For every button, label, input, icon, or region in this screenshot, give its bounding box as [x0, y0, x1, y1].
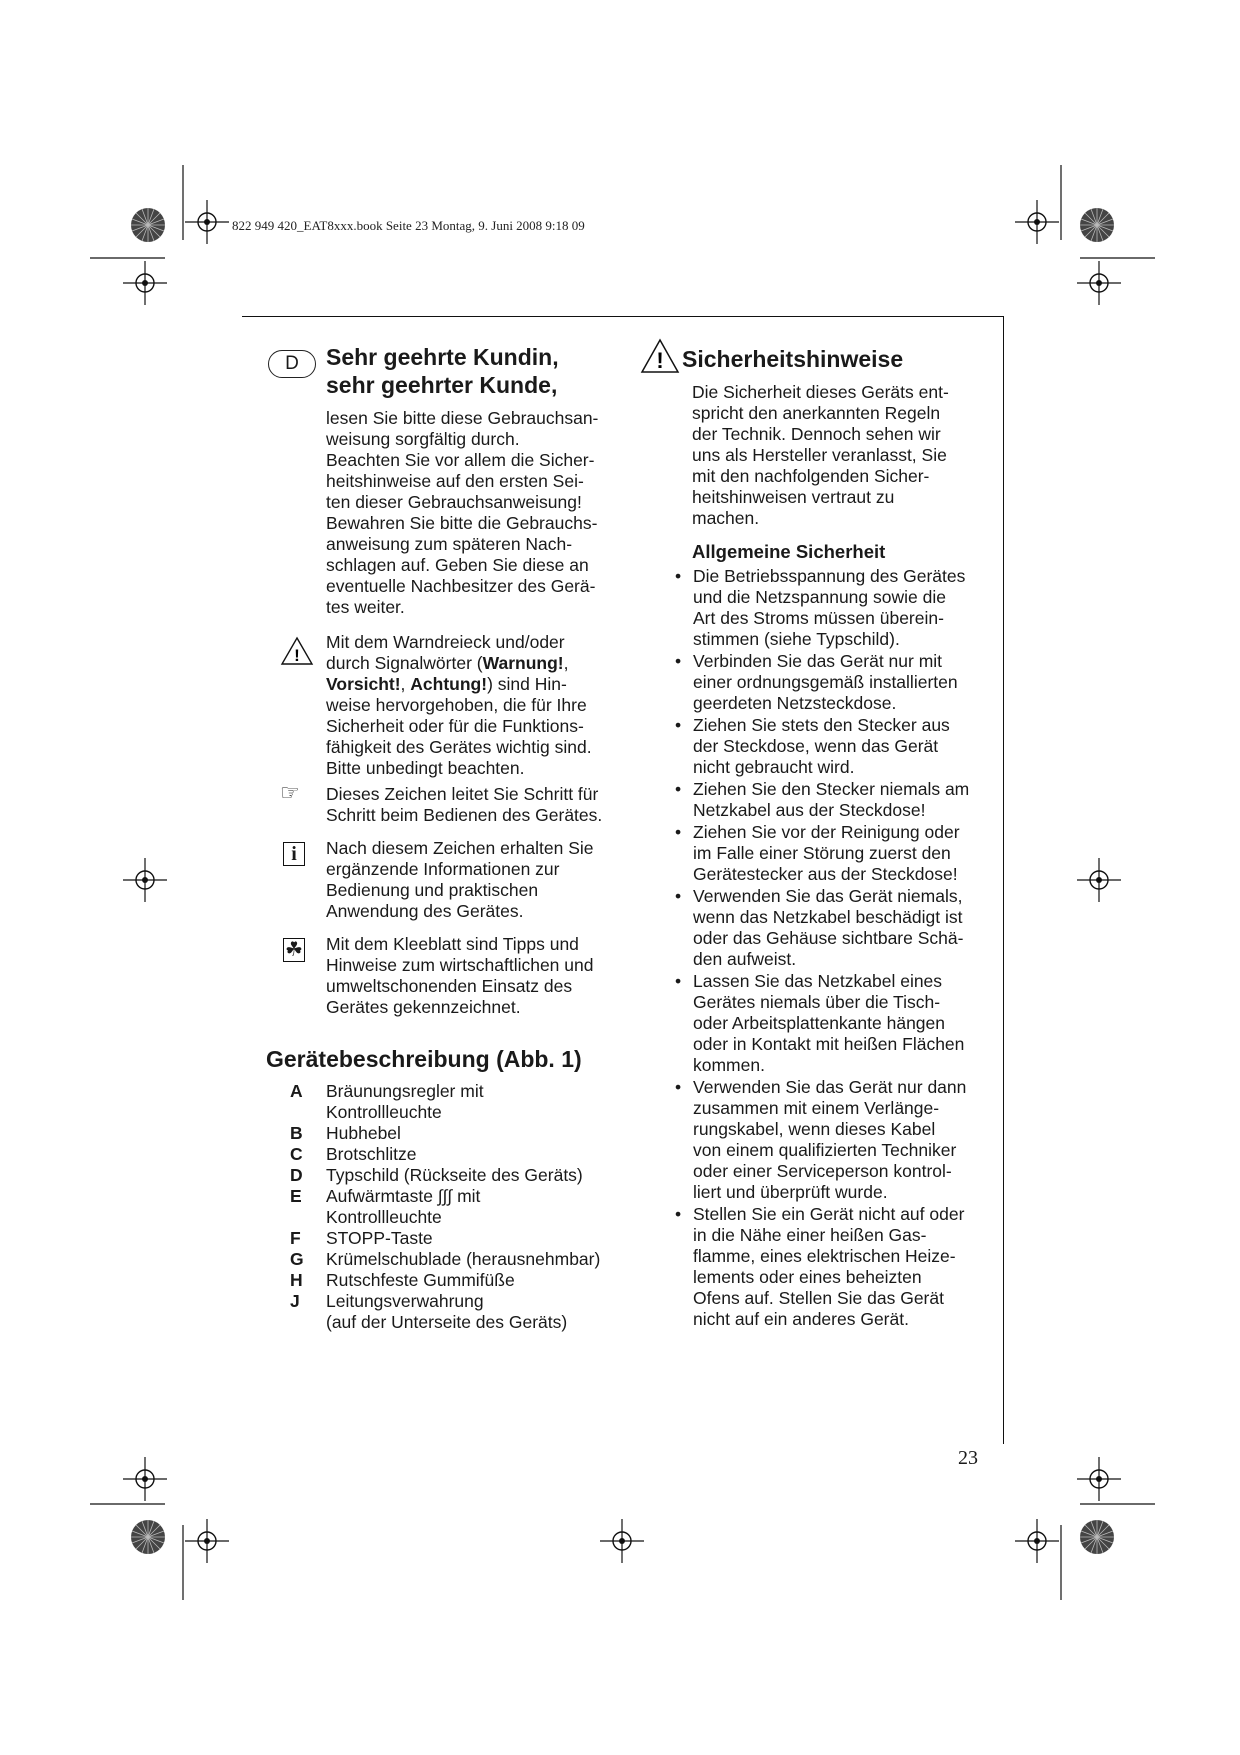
legend-key: H: [290, 1270, 303, 1290]
warning-note-sep2: ,: [400, 674, 411, 694]
list-item: [675, 971, 995, 1076]
language-badge: D: [268, 350, 316, 378]
clover-icon: ☘: [283, 938, 305, 962]
registration-mark: [185, 1519, 229, 1563]
greeting-title-line2: sehr geehrter Kunde,: [326, 372, 558, 398]
legend-item: [290, 1144, 640, 1165]
bullet-text: Ziehen Sie den Stecker niemals am Netzkabel aus der Steckdose!: [693, 779, 970, 820]
page-frame-top: [242, 316, 1004, 317]
legend-label: Krümelschublade (herausnehmbar): [326, 1249, 601, 1269]
bullet-text: Verwenden Sie das Gerät nur dann zusammen mit einem Verlänge- rungskabel, wenn dieses Kabel von einem qualifizierten Techniker oder einer Serviceperson kontrol- liert und überprüft wurde.: [693, 1077, 967, 1202]
parts-legend: [290, 1081, 640, 1333]
step-note-text: Dieses Zeichen leitet Sie Schritt für Schritt beim Bedienen des Gerätes.: [326, 784, 603, 825]
legend-item: [290, 1249, 640, 1270]
bullet-text: Die Betriebsspannung des Gerätes und die Netzspannung sowie die Art des Stroms müssen überein- stimmen (siehe Typschild).: [693, 566, 966, 649]
bullet-text: Verwenden Sie das Gerät niemals, wenn das Netzkabel beschädigt ist oder das Gehäuse sichtbare Schä- den aufweist.: [693, 886, 964, 969]
star-target-mark: [131, 1520, 165, 1554]
registration-mark: [123, 261, 167, 305]
safety-body: [692, 382, 992, 564]
registration-mark: [1015, 1519, 1059, 1563]
registration-mark: [1077, 261, 1121, 305]
legend-label: STOPP-Taste: [326, 1228, 433, 1248]
description-section: [266, 1045, 646, 1073]
bullet-text: Ziehen Sie vor der Reinigung oder im Falle einer Störung zuerst den Gerätestecker aus der Steckdose!: [693, 822, 960, 884]
list-item: [675, 822, 995, 885]
legend-item: [290, 1228, 640, 1249]
bullet-text: Ziehen Sie stets den Stecker aus der Steckdose, wenn das Gerät nicht gebraucht wird.: [693, 715, 950, 777]
legend-key: B: [290, 1123, 303, 1143]
signal-word-warnung: Warnung!: [482, 653, 564, 673]
warning-note-pre: Mit dem Warndreieck und/oder durch Signalwörter (: [326, 632, 565, 673]
file-header: 822 949 420_EAT8xxx.book Seite 23 Montag, 9. Juni 2008 9:18 09: [232, 218, 585, 233]
bullet-icon: •: [675, 651, 682, 671]
legend-key: G: [290, 1249, 304, 1269]
bullet-icon: •: [675, 715, 682, 735]
safety-section: [682, 345, 982, 373]
safety-warning-icon: [640, 338, 680, 379]
warning-note: [326, 632, 626, 779]
info-icon: i: [283, 842, 305, 866]
list-item: [675, 651, 995, 714]
registration-mark: [1015, 200, 1059, 244]
legend-key: J: [290, 1291, 300, 1311]
description-title: Gerätebeschreibung (Abb. 1): [266, 1046, 582, 1072]
bullet-icon: •: [675, 779, 682, 799]
legend-label: Rutschfeste Gummifüße: [326, 1270, 515, 1290]
legend-item: [290, 1123, 640, 1144]
pointing-hand-icon: ☞: [280, 780, 300, 805]
list-item: [675, 886, 995, 970]
legend-label: Aufwärmtaste ∫∫∫ mit Kontrollleuchte: [326, 1186, 481, 1227]
list-item: [675, 1204, 995, 1330]
legend-item: [290, 1291, 640, 1333]
intro-text-2: Beachten Sie vor allem die Sicher- heitshinweise auf den ersten Sei- ten dieser Gebrauchsanweisung! Bewahren Sie bitte die Gebrauchs- anweisung zum späteren Nach- schlagen auf. Geben Sie diese an eventuelle Nachbesitzer des Gerä- tes weiter.: [326, 450, 598, 617]
bullet-icon: •: [675, 566, 682, 586]
registration-mark: [600, 1519, 644, 1563]
star-target-mark: [131, 208, 165, 242]
bullet-icon: •: [675, 886, 682, 906]
legend-key: C: [290, 1144, 303, 1164]
bullet-text: Lassen Sie das Netzkabel eines Gerätes niemals über die Tisch- oder Arbeitsplattenkante hängen oder in Kontakt mit heißen Flächen kommen.: [693, 971, 965, 1075]
legend-item: [290, 1186, 640, 1228]
legend-label: Brotschlitze: [326, 1144, 417, 1164]
signal-word-achtung: Achtung!: [410, 674, 488, 694]
eco-note: [326, 934, 626, 1018]
greeting-section: [326, 343, 646, 618]
greeting-title-line1: Sehr geehrte Kundin,: [326, 344, 559, 370]
info-note-text: Nach diesem Zeichen erhalten Sie ergänzende Informationen zur Bedienung und praktischen Anwendung des Gerätes.: [326, 838, 594, 921]
registration-mark: [123, 1457, 167, 1501]
page-frame-right: [1003, 316, 1004, 1444]
list-item: [675, 779, 995, 821]
bullet-icon: •: [675, 1204, 682, 1224]
bullet-text: Stellen Sie ein Gerät nicht auf oder in die Nähe einer heißen Gas- flamme, eines elektrischen Heize- lements oder eines beheizten Ofens auf. Stellen Sie das Gerät nicht auf ein anderes Gerät.: [693, 1204, 965, 1329]
legend-label: Typschild (Rückseite des Geräts): [326, 1165, 583, 1185]
legend-item: [290, 1081, 640, 1123]
page-number: 23: [958, 1447, 978, 1469]
legend-key: D: [290, 1165, 303, 1185]
warning-note-post: ) sind Hin- weise hervorgehoben, die für Ihre Sicherheit oder für die Funktions- fähigkeit des Gerätes wichtig sind. Bitte unbedingt beachten.: [326, 674, 592, 778]
legend-item: [290, 1165, 640, 1186]
svg-text:!: !: [656, 348, 664, 373]
bullet-text: Verbinden Sie das Gerät nur mit einer ordnungsgemäß installierten geerdeten Netzsteckdose.: [693, 651, 958, 713]
legend-key: F: [290, 1228, 301, 1248]
bullet-icon: •: [675, 971, 682, 991]
bullet-icon: •: [675, 822, 682, 842]
intro-text: lesen Sie bitte diese Gebrauchsan- weisung sorgfältig durch.: [326, 408, 599, 449]
warning-note-sep1: ,: [563, 653, 569, 673]
bullet-icon: •: [675, 1077, 682, 1097]
step-note: [326, 784, 626, 826]
legend-key: E: [290, 1186, 302, 1206]
star-target-mark: [1080, 208, 1114, 242]
safety-title: Sicherheitshinweise: [682, 346, 904, 372]
registration-mark: [185, 200, 229, 244]
registration-mark: [123, 858, 167, 902]
signal-word-vorsicht: Vorsicht!: [326, 674, 401, 694]
eco-note-text: Mit dem Kleeblatt sind Tipps und Hinweise zum wirtschaftlichen und umweltschonenden Einsatz des Gerätes gekennzeichnet.: [326, 934, 594, 1017]
general-safety-title: Allgemeine Sicherheit: [692, 541, 886, 562]
legend-label: Leitungsverwahrung (auf der Unterseite des Geräts): [326, 1291, 568, 1332]
list-item: [675, 715, 995, 778]
legend-item: [290, 1270, 640, 1291]
safety-bullets: [675, 566, 995, 1331]
warning-triangle-icon: [280, 636, 314, 671]
registration-mark: [1077, 1457, 1121, 1501]
info-note: [326, 838, 626, 922]
legend-key: A: [290, 1081, 303, 1101]
legend-label: Hubhebel: [326, 1123, 401, 1143]
registration-mark: [1077, 858, 1121, 902]
svg-text:!: !: [294, 646, 300, 665]
legend-label: Bräunungsregler mit Kontrollleuchte: [326, 1081, 484, 1122]
list-item: [675, 566, 995, 650]
star-target-mark: [1080, 1520, 1114, 1554]
safety-intro: Die Sicherheit dieses Geräts ent- spricht den anerkannten Regeln der Technik. Dennoch sehen wir uns als Hersteller veranlasst, Sie mit den nachfolgenden Sicher- heitshinweisen vertraut zu machen.: [692, 382, 949, 528]
list-item: [675, 1077, 995, 1203]
